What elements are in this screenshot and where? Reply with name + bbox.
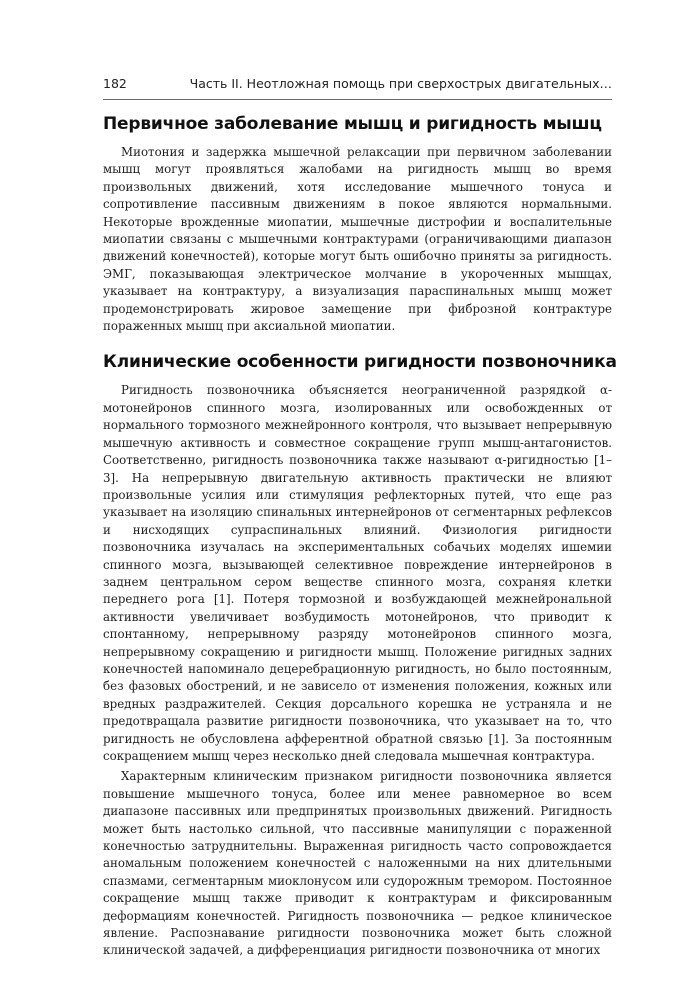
running-title: Часть II. Неотложная помощь при сверхострых двигательных… bbox=[189, 76, 612, 91]
section-heading-primary-muscle-disease: Первичное заболевание мышц и ригидность мышц bbox=[103, 114, 602, 134]
page-number: 182 bbox=[103, 76, 127, 91]
body-paragraph: Характерным клиническим признаком ригидности позвоночника является повышение мышечного тонуса, более или менее равномерное во всем диапазоне пассивных или предпринятых произвольных движений. Ригидность может быть настолько сильной, что пассивные манипуляции с пораженной конечностью затруднительны. Выраженная ригидность часто сопровождается аномальным положением конечностей с наложенными на них длительными спазмами, сегментарным миоклонусом или судорожным тремором. Постоянное сокращение мышц также приводит к контрактурам и фиксированным деформациям конечностей. Ригидность позвоночника — редкое клиническое явление. Распознавание ригидности позвоночника может быть сложной клинической задачей, а дифференциация ригидности позвоночника от многих bbox=[103, 769, 612, 958]
header-divider bbox=[103, 99, 612, 100]
running-header bbox=[103, 76, 612, 91]
section-heading-spinal-rigidity: Клинические особенности ригидности позвоночника bbox=[103, 352, 617, 373]
body-paragraph: Миотония и задержка мышечной релаксации при первичном заболевании мышц могут проявляться жалобами на ригидность мышц во время произвольных движений, хотя исследование мышечного тонуса и сопротивление пассивным движениям в покое являются нормальными. Некоторые врожденные миопатии, мышечные дистрофии и воспалительные миопатии связаны с мышечными контрактурами (ограничивающими диапазон движений конечностей), которые могут быть ошибочно приняты за ригидность. ЭМГ, показывающая электрическое молчание в укороченных мышцах, указывает на контрактуру, а визуализация параспинальных мышц может продемонстрировать жировое замещение при фиброзной контрактуре пораженных мышц при аксиальной миопатии. bbox=[103, 145, 612, 334]
body-paragraph: Ригидность позвоночника объясняется неограниченной разрядкой α-мотонейронов спинного мозга, изолированных или освобожденных от нормального тормозного межнейронного контроля, что вызывает непрерывную мышечную активность и совместное сокращение групп мышц-антагонистов. Соответственно, ригидность позвоночника также называют α-ригидностью [1–3]. На непрерывную двигательную активность практически не влияют произвольные усилия или стимуляция рефлекторных путей, что еще раз указывает на изоляцию спинальных интернейронов от сегментарных рефлексов и нисходящих супраспинальных влияний. Физиология ригидности позвоночника изучалась на экспериментальных собачьих моделях ишемии спинного мозга, вызывающей селективное повреждение интернейронов в заднем центральном сером веществе спинного мозга, сохраняя клетки переднего рога [1]. Потеря тормозной и возбуждающей межнейрональной активности увеличивает возбудимость мотонейронов, что приводит к спонтанному, непрерывному разряду мотонейронов спинного мозга, непрерывному сокращению и ригидности мышц. Положение ригидных задних конечностей напоминало децеребрационную ригидность, но было постоянным, без фазовых обострений, и не зависело от изменения положения, кожных или вредных раздражителей. Секция дорсального корешка не устраняла и не предотвращала развитие ригидности позвоночника, что указывает на то, что ригидность не обусловлена афферентной обратной связью [1]. За постоянным сокращением мышц через несколько дней следовала мышечная контрактура. bbox=[103, 383, 612, 763]
page-body bbox=[103, 114, 617, 960]
